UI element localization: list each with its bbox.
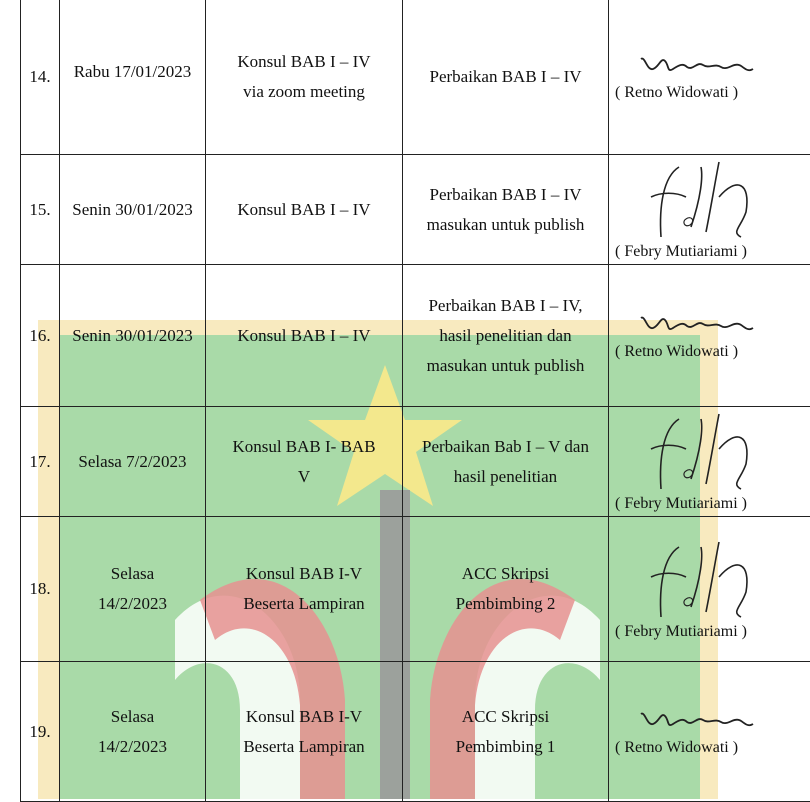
date-cell: Senin 30/01/2023 (60, 155, 206, 265)
signature-retno (631, 51, 761, 81)
result-cell: Perbaikan Bab I – V dan hasil penelitian (403, 407, 609, 517)
signer-name: ( Retno Widowati ) (611, 738, 808, 758)
date-cell: Senin 30/01/2023 (60, 265, 206, 407)
date-cell: Selasa 14/2/2023 (60, 517, 206, 662)
signature-febry (641, 157, 771, 242)
result-cell: ACC Skripsi Pembimbing 2 (403, 517, 609, 662)
activity-cell: Konsul BAB I – IV via zoom meeting (206, 0, 403, 155)
signature-retno (631, 310, 761, 340)
activity-cell: Konsul BAB I – IV (206, 155, 403, 265)
signer-name: ( Retno Widowati ) (611, 342, 808, 362)
table-row (21, 407, 810, 517)
signature-febry (641, 537, 771, 622)
activity-cell: Konsul BAB I-V Beserta Lampiran (206, 662, 403, 802)
date-cell: Selasa 7/2/2023 (60, 407, 206, 517)
signature-cell (609, 517, 810, 662)
activity-cell: Konsul BAB I – IV (206, 265, 403, 407)
result-cell: Perbaikan BAB I – IV masukan untuk publish (403, 155, 609, 265)
signer-name: ( Febry Mutiariami ) (611, 622, 808, 642)
signature-cell (609, 265, 810, 407)
table-row (21, 662, 810, 802)
signature-cell (609, 662, 810, 802)
consultation-log-table (20, 0, 810, 802)
signature-retno (631, 706, 761, 736)
row-number: 17. (21, 407, 60, 517)
signature-cell (609, 155, 810, 265)
row-number: 15. (21, 155, 60, 265)
result-cell: Perbaikan BAB I – IV (403, 0, 609, 155)
activity-cell: Konsul BAB I-V Beserta Lampiran (206, 517, 403, 662)
result-cell: ACC Skripsi Pembimbing 1 (403, 662, 609, 802)
table-row (21, 517, 810, 662)
date-cell: Rabu 17/01/2023 (60, 0, 206, 155)
signature-cell (609, 0, 810, 155)
result-cell: Perbaikan BAB I – IV, hasil penelitian dan masukan untuk publish (403, 265, 609, 407)
table-row (21, 265, 810, 407)
row-number: 18. (21, 517, 60, 662)
row-number: 16. (21, 265, 60, 407)
row-number: 14. (21, 0, 60, 155)
signer-name: ( Febry Mutiariami ) (611, 242, 808, 262)
activity-cell: Konsul BAB I- BAB V (206, 407, 403, 517)
signature-cell (609, 407, 810, 517)
signer-name: ( Febry Mutiariami ) (611, 494, 808, 514)
signature-febry (641, 409, 771, 494)
signer-name: ( Retno Widowati ) (611, 83, 808, 103)
row-number: 19. (21, 662, 60, 802)
table-row (21, 0, 810, 155)
table-row (21, 155, 810, 265)
date-cell: Selasa 14/2/2023 (60, 662, 206, 802)
